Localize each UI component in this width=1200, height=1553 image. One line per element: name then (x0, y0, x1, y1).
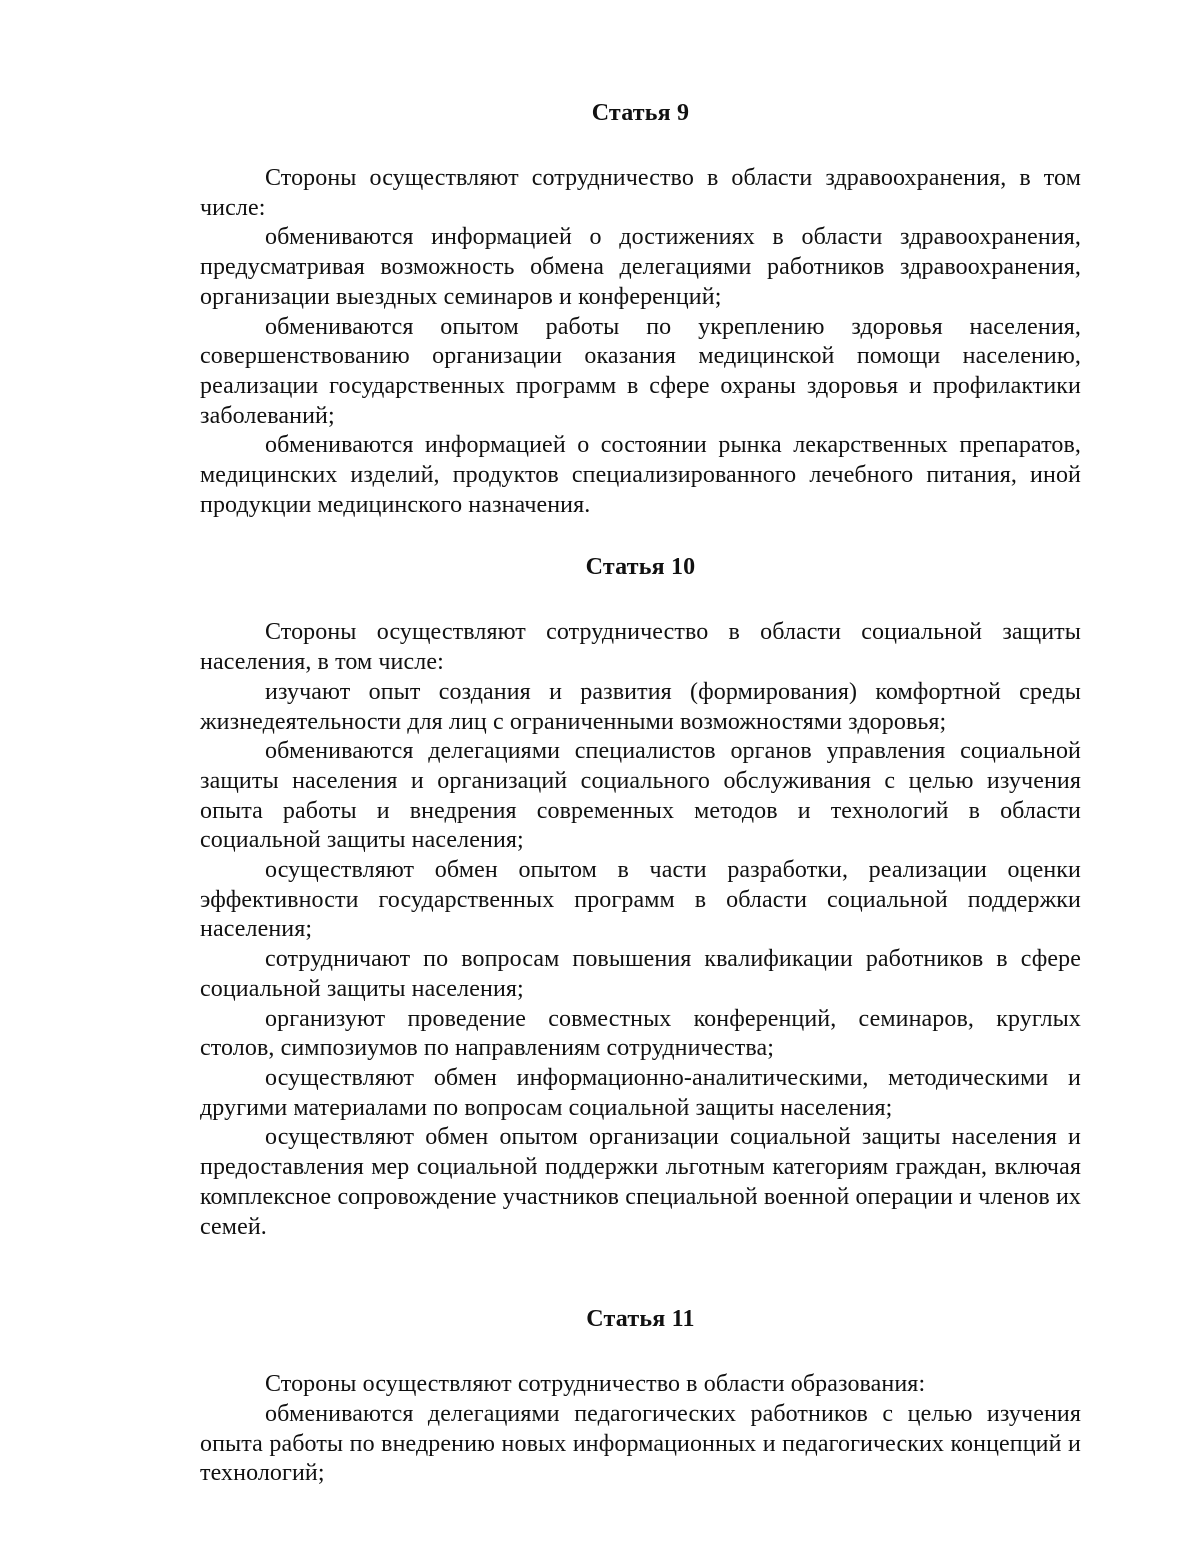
article-paragraph: обмениваются делегациями педагогических работников с целью изучения опыта работы по внедрению новых информационных и педагогических концепций и технологий; (200, 1400, 1081, 1487)
document-page (200, 98, 1081, 1489)
article-paragraph: Стороны осуществляют сотрудничество в области образования: (265, 1371, 926, 1398)
article-paragraph: изучают опыт создания и развития (формирования) комфортной среды жизнедеятельности для лиц с ограниченными возможностями здоровья; (200, 678, 1081, 735)
article-paragraph: Стороны осуществляют сотрудничество в области социальной защиты населения, в том числе: (200, 619, 1081, 676)
article-paragraph: организуют проведение совместных конференций, семинаров, круглых столов, симпозиумов по направлениям сотрудничества; (200, 1005, 1081, 1062)
article-paragraph: осуществляют обмен информационно-аналитическими, методическими и другими материалами по вопросам социальной защиты населения; (200, 1064, 1081, 1121)
article-paragraph: обмениваются делегациями специалистов органов управления социальной защиты населения и организаций социального обслуживания с целью изучения опыта работы и внедрения современных методов и технологий в области социальной защиты населения; (200, 738, 1081, 854)
article-10 (200, 552, 1081, 1242)
article-paragraph: осуществляют обмен опытом в части разработки, реализации оценки эффективности государственных программ в области социальной поддержки населения; (200, 857, 1081, 943)
article-paragraph: обмениваются информацией о достижениях в области здравоохранения, предусматривая возможность обмена делегациями работников здравоохранения, организации выездных семинаров и конференций; (200, 224, 1081, 310)
article-paragraph: обмениваются информацией о состоянии рынка лекарственных препаратов, медицинских изделий, продуктов специализированного лечебного питания, иной продукции медицинского назначения. (200, 432, 1081, 518)
article-paragraph: сотрудничают по вопросам повышения квалификации работников в сфере социальной защиты населения; (200, 946, 1081, 1002)
article-paragraph: осуществляют обмен опытом организации социальной защиты населения и предоставления мер социальной поддержки льготным категориям граждан, включая комплексное сопровождение участников специальной военной операции и членов их семей. (200, 1124, 1081, 1240)
article-title: Статья 11 (586, 1306, 695, 1333)
article-paragraph: обмениваются опытом работы по укреплению здоровья населения, совершенствованию организации оказания медицинской помощи населению, реализации государственных программ в сфере охраны здоровья и профилактики заболеваний; (200, 313, 1081, 429)
article-title: Статья 10 (585, 554, 696, 581)
article-9 (200, 98, 1081, 520)
article-11 (200, 1304, 1081, 1489)
article-title: Статья 9 (591, 100, 690, 126)
article-paragraph: Стороны осуществляют сотрудничество в области здравоохранения, в том числе: (200, 165, 1081, 221)
